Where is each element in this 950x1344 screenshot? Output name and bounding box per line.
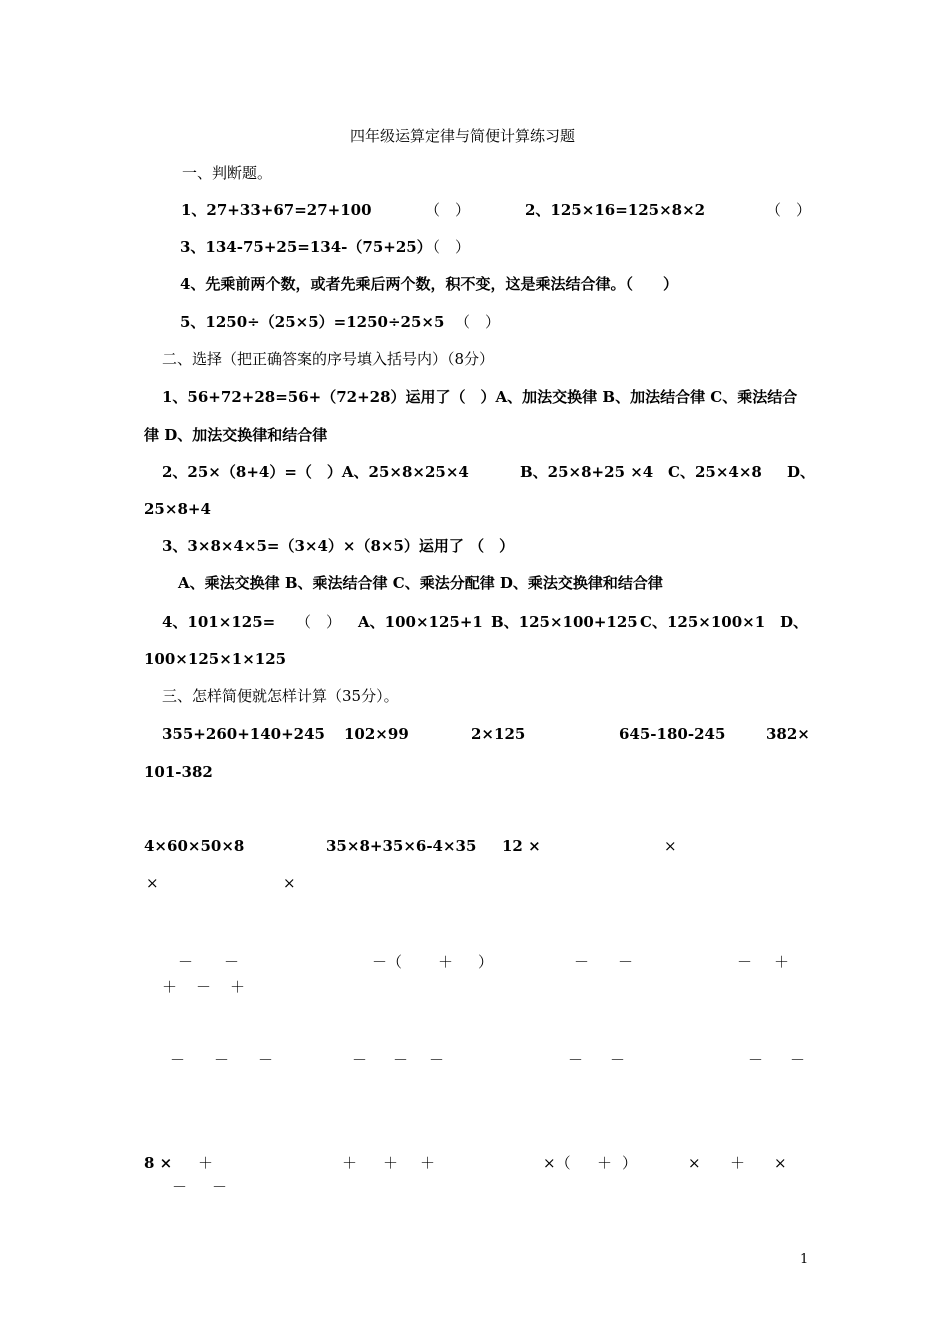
calc-operator: － <box>178 953 194 971</box>
choice-q4-line2: 100×125×1×125 <box>144 650 287 668</box>
calc-operator: ＋ <box>597 1154 613 1172</box>
calc-operator: ＋ <box>438 953 454 971</box>
calc-operator: ＋ <box>383 1154 399 1172</box>
calc-operator: － <box>212 1178 228 1196</box>
calc-expression: 382× <box>766 725 810 743</box>
calc-operator: － <box>393 1051 409 1069</box>
calc-operator: － <box>172 1178 188 1196</box>
calc-operator: ＋ <box>342 1154 358 1172</box>
calc-operator: － <box>429 1051 445 1069</box>
calc-operator: × <box>664 837 677 855</box>
calc-operator: ＋ <box>162 978 178 996</box>
calc-expression: 12 × <box>502 837 541 855</box>
calc-operator: ＋ <box>730 1154 746 1172</box>
calc-expression: 4×60×50×8 <box>144 837 245 855</box>
choice-q2-line2: 25×8+4 <box>144 500 211 518</box>
judge-q4: 4、先乘前两个数，或者先乘后两个数，积不变，这是乘法结合律。（ ） <box>180 275 678 293</box>
calc-operator: － <box>790 1051 806 1069</box>
calc-operator: － <box>610 1051 626 1069</box>
choice-q4-option-a: A、100×125+1 <box>358 613 483 631</box>
calc-expression: 2×125 <box>471 725 526 743</box>
page-title: 四年级运算定律与简便计算练习题 <box>350 127 576 145</box>
calc-expression: 101-382 <box>144 763 213 781</box>
section-2-heading: 二、选择（把正确答案的序号填入括号内）（8分） <box>162 350 495 368</box>
calc-operator: － <box>258 1051 274 1069</box>
calc-operator: － <box>737 953 753 971</box>
page-number: 1 <box>800 1252 809 1267</box>
choice-q1-line2: 律 D、加法交换律和结合律 <box>144 426 328 444</box>
calc-operator: － <box>574 953 590 971</box>
calc-expression: 645-180-245 <box>619 725 726 743</box>
judge-q5-answer[interactable]: （ ） <box>455 313 501 331</box>
judge-q1: 1、27+33+67=27+100 <box>181 201 372 219</box>
calc-operator: － <box>170 1051 186 1069</box>
judge-q3: 3、134-75+25=134-（75+25） <box>180 238 432 256</box>
calc-operator: － <box>748 1051 764 1069</box>
choice-q1-line1: 1、56+72+28=56+（72+28）运用了（ ）A、加法交换律 B、加法结合律 C、乘法结合 <box>162 388 798 406</box>
calc-operator: － <box>224 953 240 971</box>
section-1-heading: 一、判断题。 <box>182 164 273 182</box>
choice-q4-answer[interactable]: （ ） <box>296 613 342 631</box>
calc-operator: ×（ <box>543 1154 571 1172</box>
calc-operator: ＋ <box>198 1154 214 1172</box>
choice-q2-option-a: 2、25×（8+4）=（ ）A、25×8×25×4 <box>162 463 469 481</box>
choice-q4-stem: 4、101×125= <box>162 613 276 631</box>
calc-operator: － <box>214 1051 230 1069</box>
choice-q2-option-d: D、 <box>787 463 816 481</box>
choice-q2-option-c: C、25×4×8 <box>668 463 762 481</box>
calc-operator: － <box>568 1051 584 1069</box>
judge-q5: 5、1250÷（25×5）=1250÷25×5 <box>180 313 445 331</box>
calc-operator: － <box>352 1051 368 1069</box>
calc-expression: 102×99 <box>344 725 409 743</box>
calc-operator: － <box>618 953 634 971</box>
choice-q4-option-c: C、125×100×1 <box>640 613 766 631</box>
calc-operator: ） <box>622 1154 638 1172</box>
calc-operator: × <box>283 874 296 892</box>
calc-operator: × <box>774 1154 787 1172</box>
judge-q2-answer[interactable]: （ ） <box>766 201 812 219</box>
choice-q4-option-b: B、125×100+125 <box>491 613 638 631</box>
choice-q2-option-b: B、25×8+25 ×4 <box>520 463 654 481</box>
judge-q1-answer[interactable]: （ ） <box>425 201 471 219</box>
calc-operator: × <box>146 874 159 892</box>
calc-operator: ＋ <box>420 1154 436 1172</box>
judge-q2: 2、125×16=125×8×2 <box>525 201 706 219</box>
choice-q3-line2: A、乘法交换律 B、乘法结合律 C、乘法分配律 D、乘法交换律和结合律 <box>178 574 663 592</box>
calc-expression: 8 × <box>144 1154 173 1172</box>
calc-expression: 35×8+35×6-4×35 <box>326 837 477 855</box>
calc-operator: ） <box>478 953 494 971</box>
calc-expression: 355+260+140+245 <box>162 725 325 743</box>
choice-q4-option-d: D、 <box>780 613 809 631</box>
calc-operator: － <box>196 978 212 996</box>
section-3-heading: 三、怎样简便就怎样计算（35分）。 <box>162 687 399 705</box>
choice-q3-line1: 3、3×8×4×5=（3×4）×（8×5）运用了 （ ） <box>162 537 515 555</box>
judge-q3-answer[interactable]: （ ） <box>425 238 471 256</box>
calc-operator: ＋ <box>774 953 790 971</box>
calc-operator: ＋ <box>230 978 246 996</box>
calc-operator: × <box>688 1154 701 1172</box>
calc-operator: －（ <box>372 953 403 971</box>
